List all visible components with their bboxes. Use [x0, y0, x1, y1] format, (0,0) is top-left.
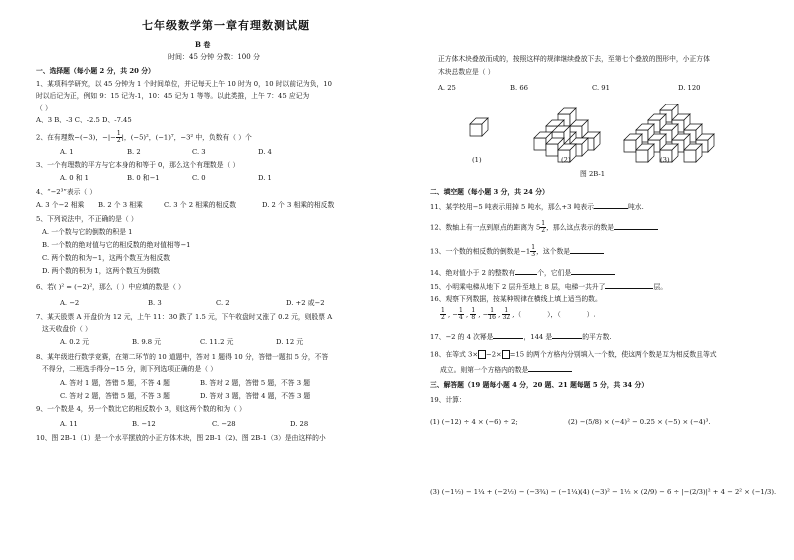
q16-term-3: $\frac{1}{8}$ — [471, 307, 476, 321]
section1-heading: 一、选择题（每小题 2 分，共 20 分） — [36, 67, 155, 75]
q11-blank — [594, 202, 628, 209]
q5-stem: 5、下列说法中，不正确的是（ ） — [36, 215, 138, 223]
q13-end: ，这个数是 — [536, 247, 571, 256]
q8-opt-d: D. 答对 3 题，答错 4 题，不答 3 题 — [200, 392, 311, 400]
q16-term-5: $\frac{1}{32}$ — [502, 307, 511, 321]
q2-opt-d: D. 4 — [258, 148, 272, 156]
q7-line1: 7、某天股票 A 开盘价为 12 元，上午 11：30 跌了 1.5 元，下午收盘时又涨了 0.2 元，则股票 A — [36, 313, 333, 321]
q12-fraction: $\frac{1}{2}$ — [541, 220, 546, 234]
q7-opt-a: A. 0.2 元 — [60, 338, 89, 346]
q3-opt-b: B. 0 和−1 — [127, 174, 160, 182]
q13-fraction: $\frac{1}{3}$ — [531, 244, 536, 258]
fig-label-3: (3) — [660, 156, 670, 164]
q3-opt-c: C. 0 — [192, 174, 206, 182]
q4-opt-b: B. 2 个 3 相乘 — [98, 201, 143, 209]
q2-opt-b: B. 2 — [127, 148, 141, 156]
q4-opt-a: A. 3 个−2 相乘 — [36, 201, 85, 209]
q2-opt-a: A. 1 — [60, 148, 74, 156]
q2-stem-b: |，(−5)²，(−1)⁷，−3² 中，负数有（ ）个 — [121, 133, 252, 142]
q18-d: 成立。则第一个方格内的数是 — [440, 366, 529, 374]
cube-figures — [460, 104, 740, 164]
q10-stem: 10、图 2B-1（1）是一个水平摆放的小正方体木块，图 2B-1（2)、图 2B-1（3）是由这样的小 — [36, 434, 326, 442]
q17 — [430, 332, 612, 341]
q15-stem: 15、小明乘电梯从地下 2 层升至地上 8 层，电梯一共升了 — [430, 283, 606, 291]
q15-blank — [605, 282, 653, 289]
q2-stem-a: 2、在有理数−(−3)，−|− — [36, 133, 116, 142]
q15 — [430, 282, 667, 291]
q17-blank-2 — [552, 332, 582, 339]
q8-line1: 8、某年级进行数学竞赛，在第二环节的 10 道题中，答对 1 题得 10 分，答错一题扣 5 分，不答 — [36, 353, 329, 361]
q12-end: ，那么这点表示的数是 — [546, 223, 615, 232]
q8-line2: 不得分，二班选手得分−15 分，则下列选项正确的是（ ） — [42, 365, 217, 373]
q14-blank-1 — [515, 268, 537, 275]
q13-stem: 13、一个数的相反数的倒数是−1 — [430, 247, 531, 256]
q14-stem: 14、绝对值小于 2 的整数有 — [430, 269, 516, 277]
q18-box-2 — [502, 350, 510, 359]
q14-mid: 个，它们是 — [537, 269, 572, 277]
q10-opt-c: C. 91 — [592, 84, 610, 92]
q6-opt-a: A. −2 — [60, 299, 80, 307]
q12 — [430, 221, 658, 234]
q11 — [430, 202, 644, 211]
q9-opt-b: B. −12 — [132, 420, 156, 428]
q2-fraction: $\frac{1}{2}$ — [116, 130, 121, 144]
q17-mid: ，144 是 — [523, 333, 553, 341]
q6-opt-c: C. 2 — [216, 299, 230, 307]
q8-opt-a: A. 答对 1 题，答错 5 题，不答 4 题 — [60, 379, 170, 387]
q10-opt-b: B. 66 — [510, 84, 528, 92]
figure-2-cubes — [534, 108, 600, 162]
q16-term-4: $\frac{1}{16}$ — [488, 307, 496, 321]
q14 — [430, 268, 615, 277]
fig-label-2: (2) — [561, 156, 571, 164]
q18-blank — [528, 365, 572, 372]
q17-end: 的平方数. — [582, 333, 612, 341]
q18-a: 18、在等式 3× — [430, 350, 479, 359]
q7-opt-d: D. 12 元 — [276, 338, 304, 346]
q18-box-1 — [478, 350, 486, 359]
calc-1: (1) (−12) ÷ 4 × (−6) ÷ 2; — [430, 418, 518, 426]
q3-stem: 3、一个有理数的平方与它本身的和等于 0，那么这个有理数是（ ） — [36, 161, 240, 169]
calc-3: (3) (−1½) − 1¼ + (−2½) − (−3¾) − (−1¼). — [430, 488, 583, 496]
q7-line2: 这天收盘价（ ） — [42, 325, 92, 333]
figure-1-cubes — [470, 118, 488, 136]
q12-blank — [614, 223, 658, 230]
q18-line2 — [440, 365, 572, 374]
calc-4: (4) (−3)² − 1½ × (2/9) − 6 ÷ |−(2/3)|² + 4 − 2² × (−1/3). — [580, 488, 777, 496]
q8-opt-c: C. 答对 2 题，答错 5 题，不答 3 题 — [60, 392, 170, 400]
q3-opt-a: A. 0 和 1 — [60, 174, 89, 182]
section2-heading: 二、填空题（每小题 3 分，共 24 分） — [430, 188, 549, 196]
figure-caption: 图 2B-1 — [580, 170, 606, 178]
q5-opt-a: A. 一个数与它的倒数的积是 1 — [42, 228, 133, 236]
q4-opt-d: D. 2 个 3 相乘的相反数 — [262, 201, 335, 209]
q6-opt-d: D. +2 或−2 — [286, 299, 325, 307]
q5-opt-d: D. 两个数的积为 1，这两个数互为倒数 — [42, 267, 160, 275]
q17-blank-1 — [493, 332, 523, 339]
calc-2: (2) −(5/8) × (−4)² − 0.25 × (−5) × (−4)³. — [568, 418, 711, 426]
q19-stem: 19、计算： — [430, 396, 466, 404]
q4-stem: 4、“−2³”表示（ ） — [36, 188, 97, 196]
q16-term-1: $\frac{1}{2}$ — [441, 307, 445, 321]
section3-heading: 三、解答题（19 题每小题 4 分，20 题、21 题每题 5 分，共 34 分） — [430, 381, 649, 389]
q10-opt-a: A. 25 — [438, 84, 456, 92]
q10-line3: 木块总数应是（ ） — [438, 68, 495, 76]
q9-stem: 9、一个数是 4，另一个数比它的相反数小 3，则这两个数的和为（ ） — [36, 405, 246, 413]
q8-opt-b: B. 答对 2 题，答错 5 题，不答 3 题 — [200, 379, 311, 387]
q2-stem — [36, 131, 252, 144]
q1-options: A、3 B、-3 C、-2.5 D、-7.45 — [36, 116, 132, 124]
fig-label-1: (1) — [472, 156, 482, 164]
q12-stem: 12、数轴上有一点到原点的距离为 5 — [430, 223, 541, 232]
q6-opt-b: B. 3 — [148, 299, 162, 307]
q18-line1 — [430, 350, 717, 359]
q16-term-2: $\frac{1}{4}$ — [459, 307, 463, 321]
q9-opt-d: D. 28 — [290, 420, 309, 428]
q18-c: =15 的两个方格内分别填入一个数，使这两个数是互为相反数且等式 — [509, 350, 717, 359]
volume-label: B 卷 — [195, 40, 211, 49]
q5-opt-b: B. 一个数的绝对值与它的相反数的绝对值相等−1 — [42, 241, 191, 249]
time-score: 时间：45 分钟 分数：100 分 — [168, 53, 260, 61]
q11-end: 吨水. — [628, 203, 644, 211]
q7-opt-b: B. 9.8 元 — [132, 338, 162, 346]
q14-blank-2 — [571, 268, 615, 275]
q5-opt-c: C. 两个数的和为−1，这两个数互为相反数 — [42, 254, 171, 262]
q11-stem: 11、某学校用−5 吨表示用掉 5 吨水，那么+3 吨表示 — [430, 203, 594, 211]
q15-end: 层。 — [653, 283, 668, 291]
q4-opt-c: C. 3 个 2 相乘的相反数 — [164, 201, 236, 209]
q16-sequence: $\frac{1}{2}$ , − $\frac{1}{4}$ , $\frac{1}{8}$ , − $\frac{1}{16}$ , $\frac{1}{32}$ ,（ ），（ ）. — [441, 307, 596, 321]
q18-b: −2× — [486, 350, 502, 359]
q9-opt-a: A. 11 — [60, 420, 78, 428]
figure-3-cubes — [624, 104, 714, 162]
q1-line2: 时以后记为正，例如 9：15 记为-1，10：45 记为 1 等等。以此类推，上午 7：45 应记为 — [36, 92, 310, 100]
q1-line1: 1、某项科学研究，以 45 分钟为 1 个时间单位，并记每天上午 10 时为 0，10 时以前记为负，10 — [36, 80, 332, 88]
q9-opt-c: C. −28 — [212, 420, 236, 428]
q13-blank — [570, 247, 604, 254]
q13 — [430, 245, 604, 258]
q2-opt-c: C. 3 — [192, 148, 206, 156]
q7-opt-c: C. 11.2 元 — [200, 338, 234, 346]
q1-line3: （ ） — [36, 104, 52, 112]
q16-stem: 16、观察下列数据，按某种规律在横线上填上适当的数。 — [430, 295, 602, 303]
exam-title: 七年级数学第一章有理数测试题 — [142, 19, 310, 32]
q17-stem: 17、−2 的 4 次幂是 — [430, 333, 494, 341]
q3-opt-d: D. 1 — [258, 174, 272, 182]
q6-stem: 6、若( )² = (−2)²，那么（ ）中应填的数是（ ） — [36, 283, 185, 291]
q10-opt-d: D. 120 — [678, 84, 701, 92]
q10-line2: 正方体木块叠放而成的，按照这样的规律继续叠放下去，至第七个叠放的图形中，小正方体 — [438, 55, 710, 63]
